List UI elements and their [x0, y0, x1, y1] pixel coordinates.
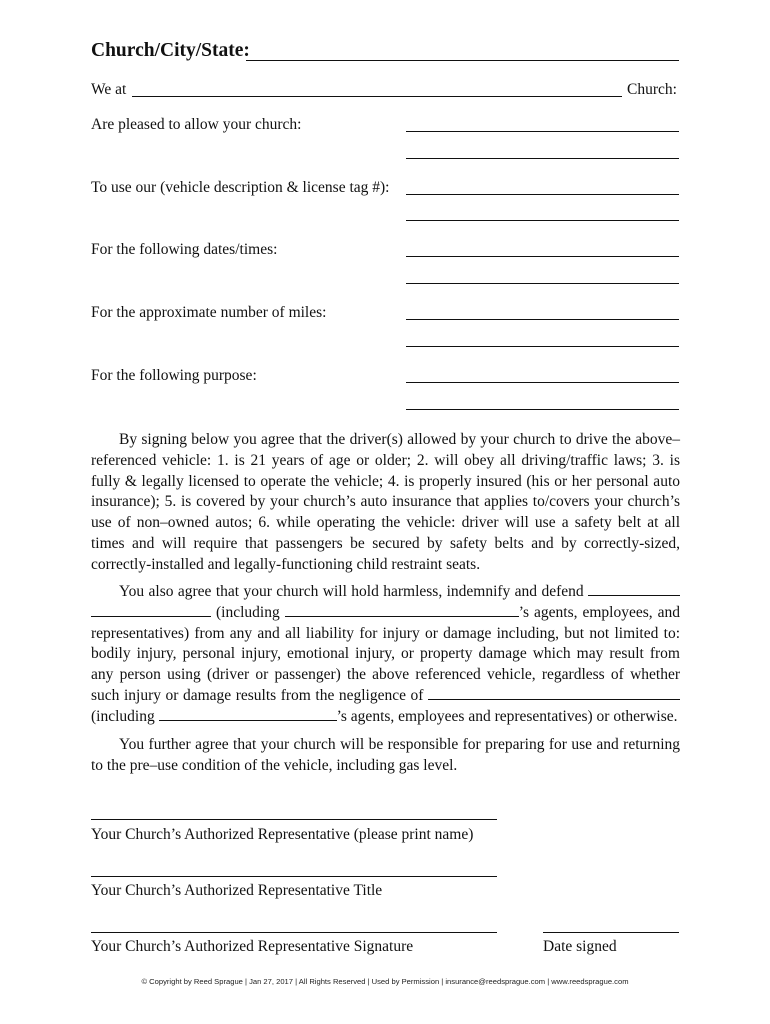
print-name-field[interactable]	[91, 819, 497, 820]
purpose-field-line-2[interactable]	[406, 409, 679, 410]
agreement-paragraph-3	[91, 735, 680, 777]
dates-times-field-line-1[interactable]	[406, 256, 679, 257]
including-text-1: (including	[215, 603, 280, 621]
hold-harmless-text: You also agree that your church will hold harmless, indemnify and defend	[119, 583, 584, 600]
purpose-field-line-1[interactable]	[406, 382, 679, 383]
liability-text: ’s agents, employees, and representatives) from any and all liability for injury or damage including, but not limited to: bodily injury, personal injury, emotional injury, or property damage which may result from any person using (driver or passenger) the above referenced vehicle, regardless of whether such injury or damage results from the negligence of	[91, 603, 680, 704]
negligence-party-field[interactable]	[428, 686, 680, 700]
date-signed-field[interactable]	[543, 932, 679, 933]
dates-times-field-line-2[interactable]	[406, 283, 679, 284]
print-name-label: Your Church’s Authorized Representative (please print name)	[91, 826, 474, 843]
date-signed-label: Date signed	[543, 938, 617, 955]
including-church-field-2[interactable]	[159, 707, 337, 721]
including-text-2: (including	[91, 707, 155, 725]
agreement-paragraph-2	[91, 582, 680, 728]
vehicle-description-field-line-1[interactable]	[406, 194, 679, 195]
allow-church-field-line-2[interactable]	[406, 158, 679, 159]
we-at-label: We at	[91, 81, 127, 98]
agreement-paragraph-3-text: You further agree that your church will be responsible for preparing for use and returning to the pre–use condition of the vehicle, including gas level.	[91, 736, 680, 774]
dates-times-label: For the following dates/times:	[91, 241, 278, 258]
representative-title-field[interactable]	[91, 876, 497, 877]
otherwise-text: ’s agents, employees and representatives) or otherwise.	[336, 707, 678, 725]
agreement-paragraph-1	[91, 430, 680, 576]
allow-church-label: Are pleased to allow your church:	[91, 116, 302, 133]
page-title: Church/City/State:	[91, 40, 250, 61]
miles-field-line-1[interactable]	[406, 319, 679, 320]
allow-church-field-line-1[interactable]	[406, 131, 679, 132]
indemnified-church-field[interactable]	[588, 582, 680, 596]
representative-title-label: Your Church’s Authorized Representative Title	[91, 882, 383, 899]
copyright-footer: © Copyright by Reed Sprague | Jan 27, 2017 | All Rights Reserved | Used by Permission | insurance@reedsprague.com | www.reedsprague.com	[141, 977, 629, 986]
agreement-paragraph-1-text: By signing below you agree that the driver(s) allowed by your church to drive the above–referenced vehicle: 1. is 21 years of age or older; 2. will obey all driving/traffic laws; 3. is fully & legally licensed to operate the vehicle; 4. is properly insured (his or her personal auto insurance); 5. is covered by your church’s auto insurance that applies to/covers your church’s use of non–owned autos; 6. while operating the vehicle: driver will use a safety belt at all times and will require that passengers be secured by safety belts and by correctly-sized, correctly-installed and legally-functioning child restraint seats.	[91, 431, 680, 573]
church-label: Church:	[627, 81, 677, 98]
vehicle-description-label: To use our (vehicle description & license tag #):	[91, 179, 390, 196]
we-at-church-field[interactable]	[132, 96, 622, 97]
miles-label: For the approximate number of miles:	[91, 304, 327, 321]
purpose-label: For the following purpose:	[91, 367, 257, 384]
miles-field-line-2[interactable]	[406, 346, 679, 347]
signature-field[interactable]	[91, 932, 497, 933]
vehicle-description-field-line-2[interactable]	[406, 220, 679, 221]
signature-label: Your Church’s Authorized Representative Signature	[91, 938, 414, 955]
including-church-field-1[interactable]	[285, 603, 519, 617]
indemnified-church-field-cont[interactable]	[91, 603, 211, 617]
church-city-state-field[interactable]	[246, 60, 679, 61]
